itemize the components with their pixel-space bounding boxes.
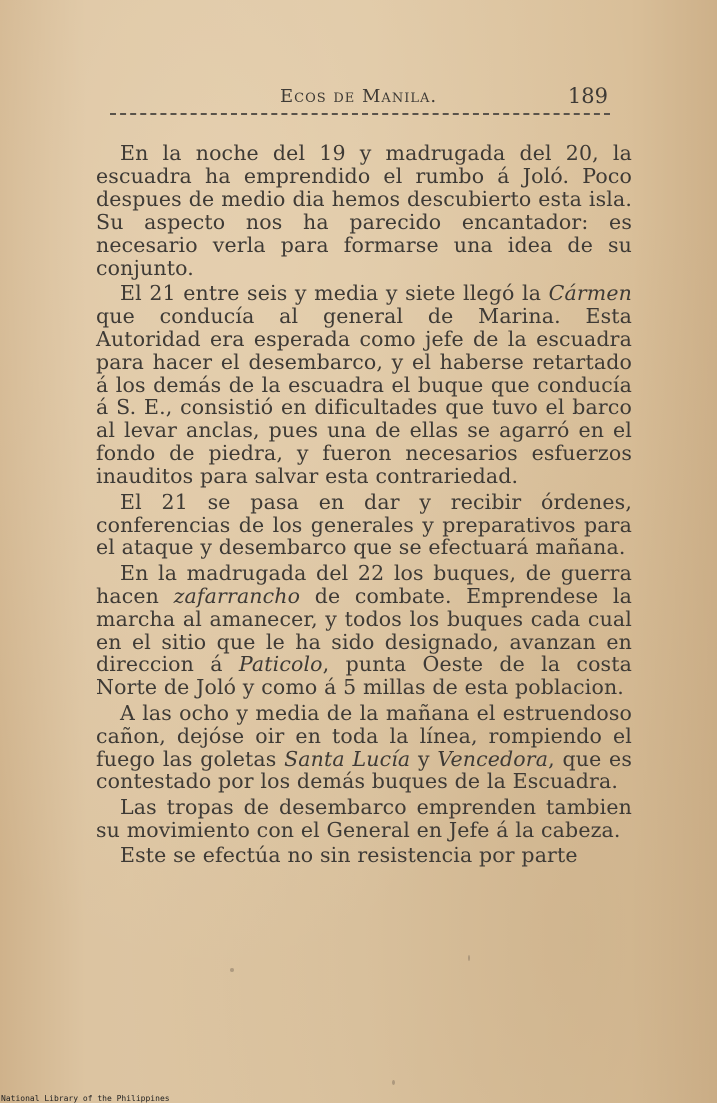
italic-text: Santa Lucía: [284, 746, 411, 771]
page-header: [96, 84, 612, 114]
text-run: En la madrugada del 22 los buques, de guerra hacen: [96, 560, 632, 608]
paper-speck: [230, 968, 234, 972]
text-run: Este se efectúa no sin resistencia por parte: [120, 843, 578, 868]
paper-speck: [392, 1080, 395, 1085]
library-credit: National Library of the Philippines: [1, 1094, 170, 1103]
text-run: En la noche del 19 y madrugada del 20, la escuadra ha emprendido el rumbo á Joló. Poco despues de medio dia hemos descubierto esta isla. Su aspecto nos ha parecido encantador: es necesario verla para formarse una idea de su conjunto.: [96, 141, 632, 280]
running-title: Ecos de Manila.: [280, 86, 438, 107]
header-rule: [110, 113, 610, 115]
text-run: que conducía al general de Marina. Esta Autoridad era esperada como jefe de la escuadra para hacer el desembarco, y el haberse retartado á los demás de la escuadra el buque que conducía á S. E., consistió en dificultades que tuvo el barco al levar anclas, pues una de ellas se agarró en el fondo de piedra, y fueron necesarios esfuerzos inauditos para salvar esta contrariedad.: [96, 303, 632, 489]
text-run: El 21 entre seis y media y siete llegó la: [120, 280, 549, 305]
paragraph: [96, 562, 632, 699]
text-run: A las ocho y media de la mañana el estruendoso cañon, dejóse oir en toda la línea, rompiendo el fuego las goletas: [96, 700, 632, 771]
paragraph: [96, 844, 632, 867]
body-text: [96, 142, 632, 870]
text-run: El 21 se pasa en dar y recibir órdenes, conferencias de los generales y preparativos para el ataque y desembarco que se efectuará mañana.: [96, 489, 632, 560]
page-number: 189: [567, 84, 608, 108]
paper-speck: [468, 955, 470, 961]
text-run: , punta Oeste de la costa Norte de Joló y como á 5 millas de esta poblacion.: [96, 652, 632, 700]
italic-text: Vencedora: [437, 746, 549, 771]
italic-text: zafarrancho: [173, 583, 301, 608]
italic-text: Cármen: [548, 280, 632, 305]
paragraph: [96, 702, 632, 794]
text-run: y: [410, 746, 438, 771]
italic-text: Paticolo: [238, 652, 323, 677]
paragraph: [96, 282, 632, 488]
paragraph: [96, 491, 632, 560]
paragraph: [96, 142, 632, 279]
text-run: de combate. Emprendese la marcha al amanecer, y todos los buques cada cual en el sitio que le ha sido designado, avanzan en direccion á: [96, 583, 632, 677]
text-run: , que es contestado por los demás buques de la Escuadra.: [96, 746, 632, 794]
text-run: Las tropas de desembarco emprenden tambien su movimiento con el General en Jefe á la cabeza.: [96, 794, 632, 842]
paragraph: [96, 796, 632, 842]
